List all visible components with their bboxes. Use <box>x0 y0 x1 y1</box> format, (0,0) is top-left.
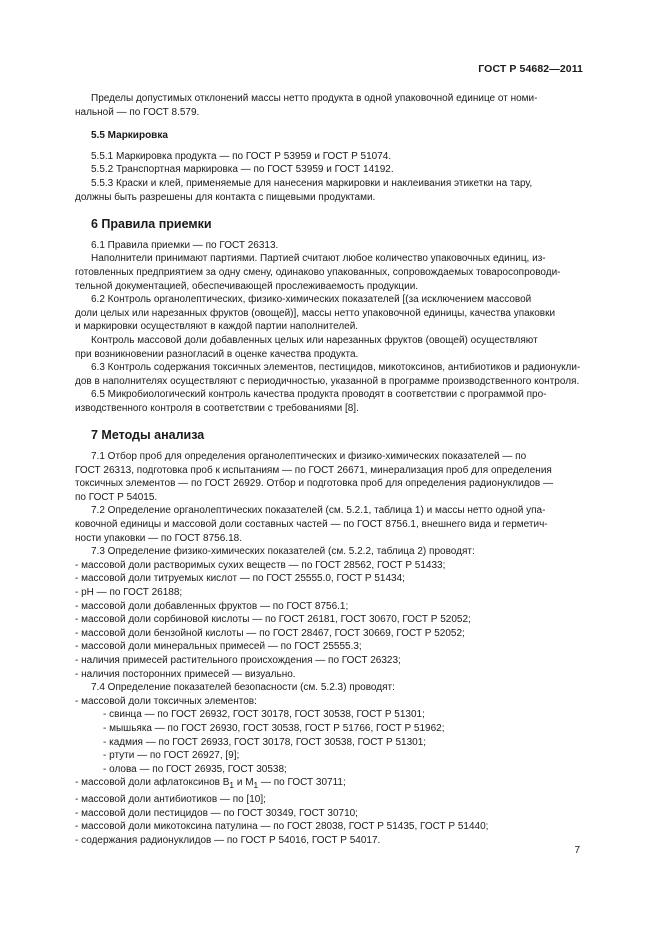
page-number: 7 <box>574 845 580 856</box>
s7-p2-l2: ковочной единицы и массовой доли составных частей — по ГОСТ 8756.1, внешнего вида и герметич- <box>75 519 548 531</box>
s6-p1: 6.1 Правила приемки — по ГОСТ 26313. <box>91 239 279 251</box>
list-item: - массовой доли минеральных примесей — по ГОСТ 25555.3; <box>75 641 362 653</box>
s6-p5-l2: дов в наполнителях осуществляют с периодичностью, указанной в программе производственного контроля. <box>75 375 580 387</box>
s55-line-4: должны быть разрешены для контакта с пищевыми продуктами. <box>75 191 376 203</box>
list-item: - массовой доли добавленных фруктов — по ГОСТ 8756.1; <box>75 600 349 612</box>
section-5-5-title: 5.5 Маркировка <box>91 130 168 142</box>
s6-p3-l3: и маркировки осуществляют в каждой партии наполнителей. <box>75 321 359 333</box>
s6-p2-l2: готовленных предприятием за одну смену, одинаково упакованных, сопровождаемых товаросопроводи- <box>75 266 561 278</box>
list-item-aflatoxins <box>75 776 582 793</box>
list-item: - массовой доли антибиотиков — по [10]; <box>75 793 266 805</box>
list-item: - массовой доли пестицидов — по ГОСТ 30349, ГОСТ 30710; <box>75 807 358 819</box>
afla-sub-2: 1 <box>253 780 259 791</box>
s6-p2-l1: Наполнители принимают партиями. Партией считают любое количество упаковочных единиц, из- <box>91 253 546 265</box>
sub-list-item: - мышьяка — по ГОСТ 26930, ГОСТ 30538, ГОСТ Р 51766, ГОСТ Р 51962; <box>103 722 445 734</box>
s7-p1-l2: ГОСТ 26313, подготовка проб к испытаниям — по ГОСТ 26671, минерализация проб для определения <box>75 464 552 476</box>
s6-p5-l1: 6.3 Контроль содержания токсичных элементов, пестицидов, микотоксинов, антибиотиков и радионукли- <box>91 362 581 374</box>
s7-p2-l1: 7.2 Определение органолептических показателей (см. 5.2.1, таблица 1) и массы нетто одной упа- <box>91 505 546 517</box>
s6-p2-l3: тельной документацией, обеспечивающей прослеживаемость продукции. <box>75 280 419 292</box>
page-content <box>75 92 582 847</box>
list-item: - наличия посторонних примесей — визуально. <box>75 668 296 680</box>
list-item: - массовой доли растворимых сухих веществ — по ГОСТ 28562, ГОСТ Р 51433; <box>75 559 446 571</box>
list-item: - содержания радионуклидов — по ГОСТ Р 54016, ГОСТ Р 54017. <box>75 834 381 846</box>
afla-pre: - массовой доли афлатоксинов В <box>75 777 230 789</box>
list-item-toxic-elements: - массовой доли токсичных элементов: <box>75 695 257 707</box>
s55-line-2: 5.5.2 Транспортная маркировка — по ГОСТ 53959 и ГОСТ 14192. <box>91 164 394 176</box>
s7-p2-l3: ности упаковки — по ГОСТ 8756.18. <box>75 532 242 544</box>
list-item: - массовой доли сорбиновой кислоты — по ГОСТ 26181, ГОСТ 30670, ГОСТ Р 52052; <box>75 614 471 626</box>
afla-post: — по ГОСТ 30711; <box>258 777 346 789</box>
s7-p3: 7.3 Определение физико-химических показателей (см. 5.2.2, таблица 2) проводят: <box>91 546 475 558</box>
intro-line-2: нальной — по ГОСТ 8.579. <box>75 106 200 118</box>
sub-list-item: - олова — по ГОСТ 26935, ГОСТ 30538; <box>103 763 287 775</box>
sub-list-item: - кадмия — по ГОСТ 26933, ГОСТ 30178, ГОСТ 30538, ГОСТ Р 51301; <box>103 736 427 748</box>
list-item: - массовой доли микотоксина патулина — по ГОСТ 28038, ГОСТ Р 51435, ГОСТ Р 51440; <box>75 821 489 833</box>
sub-list-item: - свинца — по ГОСТ 26932, ГОСТ 30178, ГОСТ 30538, ГОСТ Р 51301; <box>103 709 425 721</box>
afla-sub-1: 1 <box>229 780 235 791</box>
list-item: - массовой доли титруемых кислот — по ГОСТ 25555.0, ГОСТ Р 51434; <box>75 573 405 585</box>
s7-p4: 7.4 Определение показателей безопасности (см. 5.2.3) проводят: <box>91 682 395 694</box>
s7-p1-l3: токсичных элементов — по ГОСТ 26929. Отбор и подготовка проб для определения радионуклидов — <box>75 478 554 490</box>
s7-p1-l4: по ГОСТ Р 54015. <box>75 491 158 503</box>
list-item: - массовой доли бензойной кислоты — по ГОСТ 28467, ГОСТ 30669, ГОСТ Р 52052; <box>75 627 465 639</box>
s6-p4-l2: при возникновении разногласий в оценке качества продукта. <box>75 348 359 360</box>
s6-p6-l1: 6.5 Микробиологический контроль качества продукта проводят в соответствии с программой про- <box>91 389 547 401</box>
s55-line-3: 5.5.3 Краски и клей, применяемые для нанесения маркировки и наклеивания этикетки на тару, <box>91 177 533 189</box>
s6-p3-l1: 6.2 Контроль органолептических, физико-химических показателей [(за исключением массовой <box>91 294 532 306</box>
sub-list-item: - ртути — по ГОСТ 26927, [9]; <box>103 750 240 762</box>
section-7-title: 7 Методы анализа <box>91 428 205 443</box>
s6-p3-l2: доли целых или нарезанных фруктов (овощей)], массы нетто упаковочной единицы, качества упаковки <box>75 307 556 319</box>
s6-p6-l2: изводственного контроля в соответствии с требованиями [8]. <box>75 402 359 414</box>
s55-line-1: 5.5.1 Маркировка продукта — по ГОСТ Р 53959 и ГОСТ Р 51074. <box>91 150 392 162</box>
s7-p1-l1: 7.1 Отбор проб для определения органолептических и физико-химических показателей — по <box>91 451 527 463</box>
s6-p4-l1: Контроль массовой доли добавленных целых или нарезанных фруктов (овощей) осуществляют <box>91 334 538 346</box>
section-6-title: 6 Правила приемки <box>91 217 212 232</box>
standard-header: ГОСТ Р 54682—2011 <box>478 63 583 75</box>
afla-mid: и М <box>234 777 254 789</box>
list-item: - pH — по ГОСТ 26188; <box>75 587 183 598</box>
intro-line-1: Пределы допустимых отклонений массы нетто продукта в одной упаковочной единице от номи- <box>91 93 538 104</box>
list-item: - наличия примесей растительного происхождения — по ГОСТ 26323; <box>75 654 401 666</box>
